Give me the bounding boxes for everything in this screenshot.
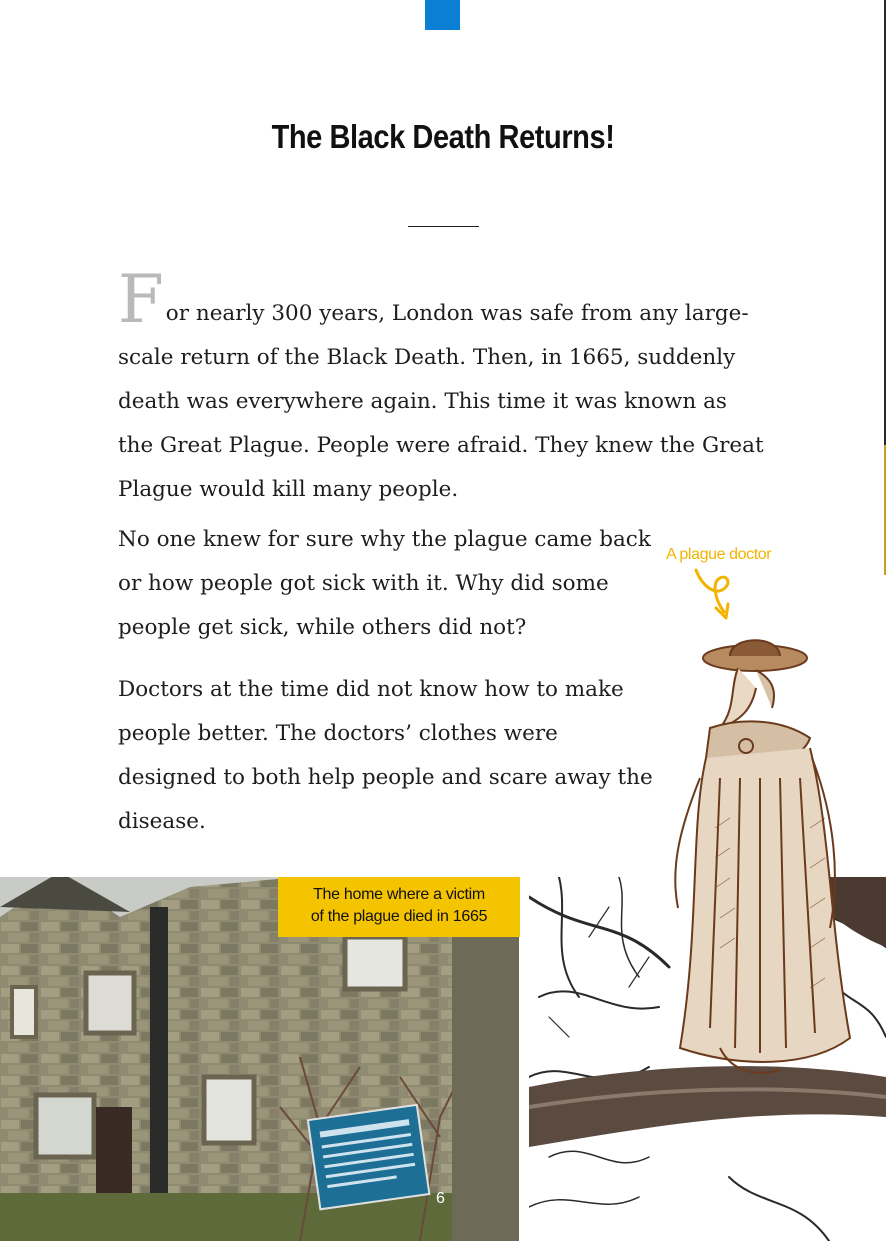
page-number: 6 xyxy=(436,1190,445,1207)
paragraph-1 xyxy=(118,261,768,512)
plague-doctor-label: A plague doctor xyxy=(666,546,772,563)
photo-caption xyxy=(278,877,520,937)
plague-doctor-illustration xyxy=(660,628,860,1118)
paragraph-1-text: or nearly 300 years, London was safe from any large-scale return of the Black Death. Then, in 1665, suddenly death was everywhere again. This time it was known as the Great Plague. People were afraid. They knew the Great Plague would kill many people. xyxy=(118,301,764,502)
top-accent-tab xyxy=(425,0,460,30)
paragraph-3: Doctors at the time did not know how to make people better. The doctors’ clothes were designed to both help people and scare away the disease. xyxy=(118,677,653,834)
curly-arrow-icon xyxy=(692,568,742,626)
title-divider xyxy=(408,226,479,227)
paragraph-2: No one knew for sure why the plague came back or how people got sick with it. Why did some people get sick, while others did not? xyxy=(118,527,651,640)
photo-caption-line-1: The home where a victim xyxy=(313,886,485,903)
photo-caption-line-2: of the plague died in 1665 xyxy=(310,908,488,925)
drop-cap: F xyxy=(118,261,164,338)
page-title: The Black Death Returns! xyxy=(271,118,615,155)
